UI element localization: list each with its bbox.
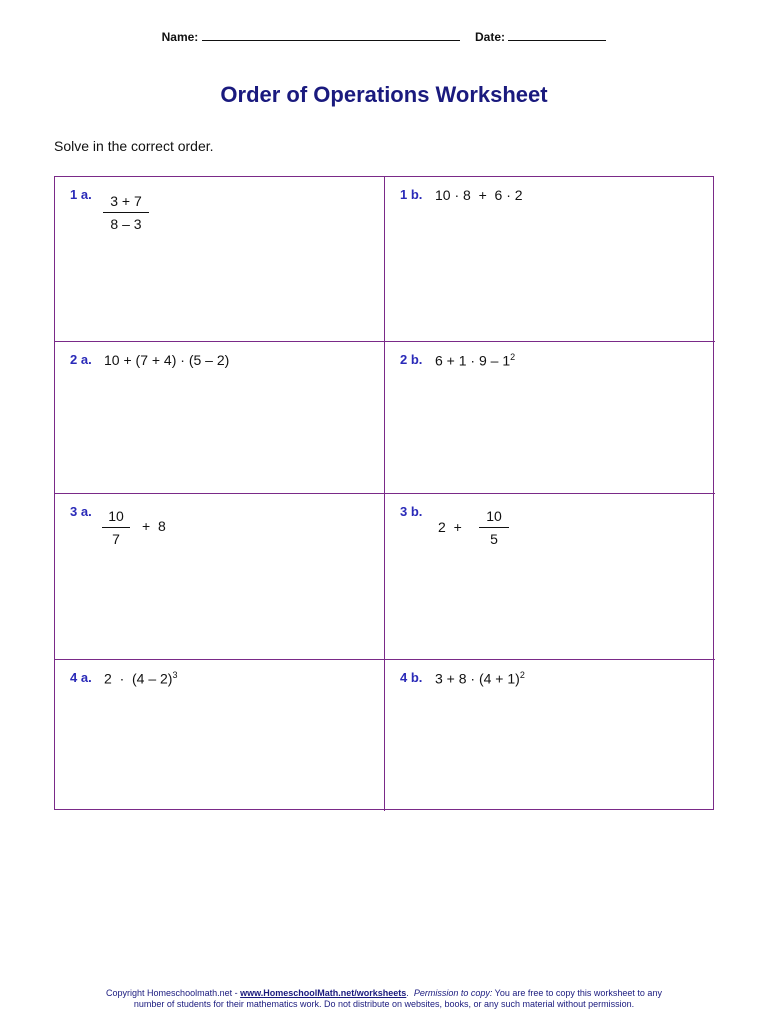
name-label: Name: (161, 30, 199, 44)
problem-label: 2 a. (70, 352, 92, 367)
name-date-header (0, 30, 768, 44)
problem-label: 1 a. (70, 187, 92, 202)
name-blank (202, 30, 460, 41)
denominator: 8 – 3 (103, 212, 149, 232)
exponent: 3 (172, 670, 178, 680)
permission-label: Permission to copy: (413, 988, 493, 998)
problem-4b (385, 660, 715, 811)
fraction (102, 508, 130, 547)
problem-label: 1 b. (400, 187, 423, 202)
date-blank (508, 30, 606, 41)
expression (104, 670, 177, 687)
problem-label: 4 b. (400, 670, 423, 685)
expression (435, 352, 515, 369)
problem-1b (385, 177, 715, 342)
expression-prefix: 2 + (438, 519, 462, 535)
exponent: 2 (519, 670, 525, 680)
fraction (479, 508, 509, 547)
problem-2a (55, 342, 385, 494)
fraction (103, 193, 149, 232)
problem-3a (55, 494, 385, 660)
expression: 10 + (7 + 4) · (5 – 2) (104, 352, 230, 368)
problem-1a (55, 177, 385, 342)
footer-period: . (406, 988, 414, 998)
date-label: Date: (475, 30, 506, 44)
footer-line-2: number of students for their mathematics work. Do not distribute on websites, books, or any such material without permission. (133, 999, 635, 1009)
copyright-footer (0, 988, 768, 1010)
problem-label: 3 b. (400, 504, 423, 519)
footer-line-1 (0, 988, 768, 999)
expression-suffix: + 8 (142, 518, 166, 534)
permission-text: You are free to copy this worksheet to any (492, 988, 662, 998)
copyright-text: Copyright Homeschoolmath.net - (106, 988, 241, 998)
problem-label: 4 a. (70, 670, 92, 685)
problem-4a (55, 660, 385, 811)
numerator: 3 + 7 (110, 193, 142, 209)
worksheets-link[interactable]: www.HomeschoolMath.net/worksheets (240, 988, 407, 998)
problem-2b (385, 342, 715, 494)
expression (435, 670, 525, 687)
problem-grid (54, 176, 714, 810)
expression-base: 2 · (4 – 2) (104, 670, 173, 687)
worksheet-title: Order of Operations Worksheet (220, 82, 548, 107)
instructions: Solve in the correct order. (54, 138, 214, 154)
problem-label: 2 b. (400, 352, 423, 367)
expression-base: 6 + 1 · 9 – 1 (435, 352, 511, 369)
exponent: 2 (510, 352, 516, 362)
problem-3b (385, 494, 715, 660)
denominator: 7 (102, 527, 130, 547)
denominator: 5 (479, 527, 509, 547)
expression-base: 3 + 8 · (4 + 1) (435, 670, 520, 687)
numerator: 10 (108, 508, 124, 524)
numerator: 10 (486, 508, 502, 524)
problem-label: 3 a. (70, 504, 92, 519)
expression: 10 · 8 + 6 · 2 (435, 187, 523, 203)
